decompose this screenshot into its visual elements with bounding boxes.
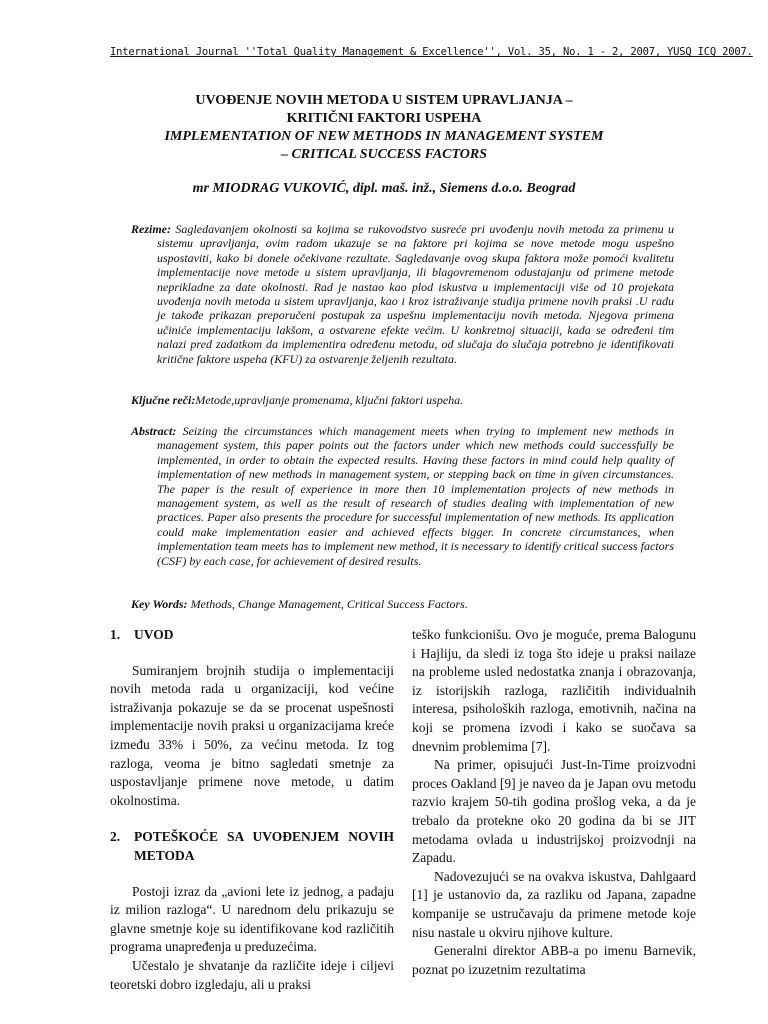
title-serbian-line1: UVOĐENJE NOVIH METODA U SISTEM UPRAVLJANJA – (195, 93, 573, 108)
left-column (110, 626, 394, 994)
key-words-label: Key Words: (131, 597, 188, 611)
kljucne-reci (131, 393, 674, 408)
section-1-number: 1. (110, 627, 121, 642)
section-1-heading (110, 626, 394, 645)
right-paragraph-2: Na primer, opisujući Just-In-Time proizvodni proces Oakland [9] je naveo da je Japan ovu metodu razvio krajem 50-tih godina prošlog veka, a da je trebalo da protekne oko 20 godina da bi se JIT metodama ovlada u industrijskoj proizvodnji na Zapadu. (412, 757, 696, 866)
title-block (110, 92, 658, 164)
rezime-text: Sagledavanjem okolnosti sa kojima se rukovodstvo susreće pri uvođenju novih metoda za primenu u sistemu upravljanja, ovim radom ukazuje se na faktore pri kojima se nove metode mogu uspešno uspostaviti, kako bi donele očekivane rezultate. Sagledavanje ovog skupa faktora može pomoći kvalitetu implementacije nove metode u sistem upravljanja, ili blagovremenom odustajanju od primene metode neprikladne za date okolnosti. Rad je nastao kao plod iskustva u implementaciji više od 10 projekata uvođenja novih metoda u sistem upravljanja, kao i kroz istraživanje studija primene novih praksi .U radu je takođe prikazan preporučeni postupak za uspešnu implementaciju novih metoda. Njegova primena učiniće implementaciju lakšom, a ostvarene efekte većim. U konkretnoj situaciji, kada se određeni tim nalazi pred zadatkom da implementira određenu metodu, od slučaja do slučaja potrebno je identifikovati kritične faktore uspeha (KFU) za ostvarenje željenih rezultata. (157, 222, 675, 366)
right-column (412, 626, 696, 979)
running-head: International Journal ''Total Quality Management & Excellence'', Vol. 35, No. 1 - 2, 2007, YUSQ ICQ 2007. (110, 46, 753, 58)
right-paragraph-3: Nadovezujući se na ovakva iskustva, Dahlgaard [1] je ustanovio da, za razliku od Japana, zapadne kompanije se ustručavaju da primene metode koje nisu nastale u okviru njihove kulture. (412, 868, 696, 940)
section-2-number: 2. (110, 829, 121, 845)
rezime-block (131, 222, 674, 366)
section-1-paragraph: Sumiranjem brojnih studija o implementaciji novih metoda rada u organizaciji, kod većine istraživanja pokazuje se da se procenat uspešnosti implementacije novih praksi u organizacijama kreće između 33% i 50%, za većinu metoda. Iz tog razloga, veoma je bitno sagledati smetnje za uspostavljanje primene nove metode, u datim okolnostima. (110, 662, 394, 808)
abstract-text: Seizing the circumstances which management meets when trying to implement new methods in management system, this paper points out the factors under which new methods could successfully be implemented, in order to obtain the expected results. Having these factors in mind could help quality of implementation of new methods in management system, or stepping back on time in given circumstances. The paper is the result of experience in more then 10 implementation projects of new methods in management system, as well as the result of research of studies dealing with implementation of new practices. Paper also presents the procedure for successful implementation of new methods. Its application could make implementation easier and achieved effects bigger. In concrete circumstances, when implementation team meets has to implement new method, it is necessary to identify critical success factors (CSF) by each case, for achievement of desired results. (157, 424, 674, 568)
rezime-label: Rezime: (131, 222, 171, 236)
section-2-paragraph-1: Postoji izraz da „avioni lete iz jednog, a padaju iz milion razloga“. U narednom delu prikazuju se glavne smetnje koje su identifikovane kod različitih programa unapređenja u preduzećima. (110, 883, 394, 955)
section-2-heading (110, 828, 394, 865)
right-paragraph-4: Generalni direktor ABB-a po imenu Barnevik, poznat po izuzetnim rezultatima (412, 943, 696, 977)
title-serbian-line2: KRITIČNI FAKTORI USPEHA (286, 111, 482, 126)
abstract-label: Abstract: (131, 424, 177, 438)
right-paragraph-1: teško funkcionišu. Ovo je moguće, prema Balogunu i Hajliju, da sledi iz toga što ideje u praksi nailaze na probleme usled nedostatka znanja i obrazovanja, iz istorijskih razloga, različitih individualnih interesa, psiholoških razloga, emotivnih, načina na koji se promena izvodi i kako se suočava sa dnevnim problemima [7]. (412, 627, 696, 754)
section-2-paragraph-2: Učestalo je shvatanje da različite ideje i ciljevi teoretski dobro izgledaju, ali u praksi (110, 957, 394, 992)
section-1-title: UVOD (134, 627, 174, 642)
key-words (131, 597, 674, 612)
section-2-title: POTEŠKOĆE SA UVOĐENJEM NOVIH METODA (134, 829, 394, 863)
title-english-line2: – CRITICAL SUCCESS FACTORS (280, 147, 488, 162)
kljucne-reci-label: Ključne reči: (131, 393, 196, 407)
author-line: mr MIODRAG VUKOVIĆ, dipl. maš. inž., Siemens d.o.o. Beograd (192, 181, 576, 196)
title-english-line1: IMPLEMENTATION OF NEW METHODS IN MANAGEMENT SYSTEM (164, 129, 604, 144)
kljucne-reci-text: Metode,upravljanje promenama, ključni faktori uspeha. (195, 393, 464, 407)
abstract-block (131, 424, 674, 568)
key-words-text: Methods, Change Management, Critical Success Factors. (187, 597, 468, 611)
